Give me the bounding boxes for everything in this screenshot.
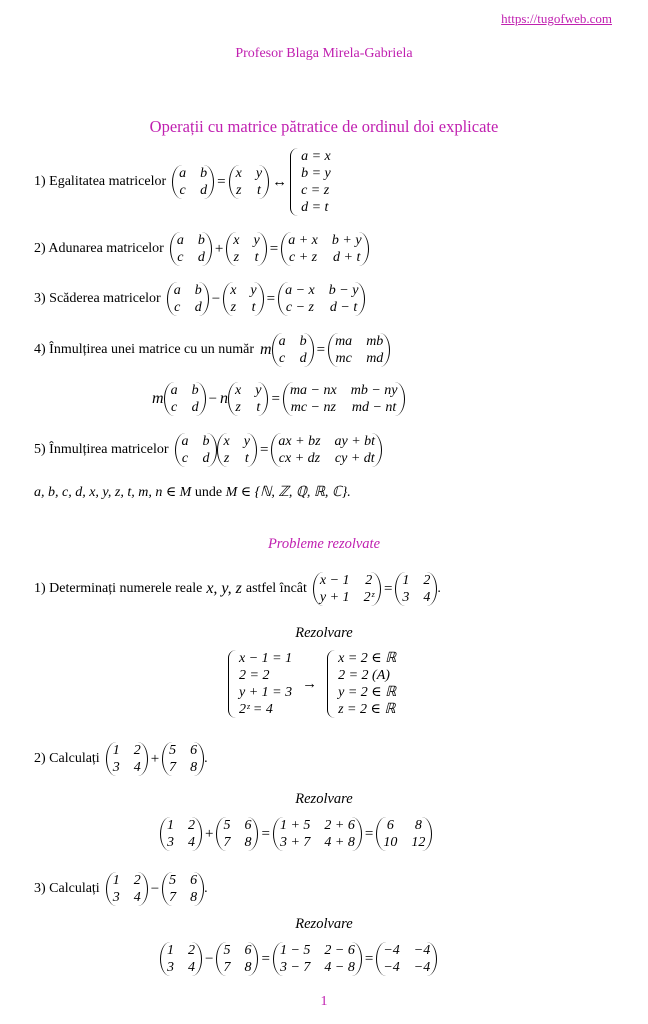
matrix-cell: a − x [285,283,315,298]
matrix-cell: a [173,283,181,298]
matrix-cell: −4 [383,960,400,975]
matrix-p2-a [106,742,148,776]
matrix-abcd [172,165,214,199]
matrix-p2-a [160,817,202,851]
matrix-cell: 4 − 8 [324,960,355,975]
problem-2: 2) Calculați 1 2 3 4 + 5 6 7 8 . [34,743,208,775]
matrix-cell: 8 [244,960,252,975]
section-1-label: 1) Egalitatea matricelor [34,174,167,189]
page-title: Operații cu matrice pătratice de ordinul doi explicate [149,117,499,136]
matrix-cell: b [202,434,210,449]
matrix-abcd [175,433,217,467]
matrix-cell: 6 [386,818,394,833]
matrix-product-result [271,433,382,467]
matrix-cell: t [257,183,261,198]
matrix-cell: z [230,300,237,315]
system-right [327,650,396,718]
matrix-cell: 2 [365,573,373,588]
section-5-product: 5) Înmulțirea matricelor a b c d x y z t = ax + bz ay + bt cx + dz cy + dt [34,433,382,467]
domain-note: a, b, c, d, x, y, z, t, m, n ∈ M unde M ∈ {ℕ, ℤ, ℚ, ℝ, ℂ}. [34,485,351,500]
matrix-cell: ax + bz [278,434,321,449]
problem-2-solution-heading: Rezolvare [295,791,353,807]
system-equation: d = t [301,200,329,215]
matrix-combination-result [283,382,405,416]
matrix-xyzt [229,165,269,199]
matrix-cell: 1 [167,818,174,833]
matrix-cell: z [236,183,242,198]
section-4-label: 4) Înmulțirea unei matrice cu un număr [34,342,255,357]
matrix-cell: cy + dt [334,451,375,466]
matrix-cell: 2 [188,818,195,833]
matrix-cell: 1 [167,943,174,958]
matrix-cell: 2 [133,743,141,758]
matrix-cell: 4 + 8 [324,835,355,850]
matrix-cell: 2 [423,573,431,588]
matrix-cell: 4 [133,760,141,775]
matrix-p2-result [376,817,432,851]
equality-system [290,148,331,216]
matrix-cell: mc [335,351,352,366]
matrix-p3-a [106,872,148,906]
problem-1-solution: x − 1 = 1 2 = 2 y + 1 = 3 2ᶻ = 4 → x = 2 ∈ ℝ 2 = 2 (A) y = 2 ∈ ℝ z = 2 ∈ ℝ [228,650,396,718]
matrix-cell: y [253,233,260,248]
matrix-cell: 3 + 7 [279,835,311,850]
matrix-abcd [164,382,206,416]
matrix-cell: a + x [288,233,318,248]
matrix-cell: 6 [244,818,252,833]
matrix-cell: 1 [112,873,120,888]
matrix-cell: −4 [413,943,431,958]
matrix-cell: 3 [167,835,174,850]
matrix-cell: c [177,250,184,265]
matrix-xyzt [217,433,257,467]
matrix-cell: x [235,383,242,398]
matrix-cell: 4 [188,960,195,975]
matrix-cell: 2 − 6 [324,943,355,958]
matrix-cell: 7 [169,760,177,775]
matrix-cell: 8 [190,760,198,775]
matrix-cell: t [254,250,259,265]
matrix-xyzt [228,382,268,416]
system-equation: b = y [301,166,331,181]
matrix-cell: c [278,351,286,366]
matrix-cell: 2 + 6 [324,818,355,833]
matrix-cell: 4 [133,890,141,905]
matrix-cell: cx + dz [278,451,321,466]
problems-heading: Probleme rezolvate [267,536,381,552]
matrix-cell: 7 [169,890,177,905]
matrix-cell: b [200,166,208,181]
system-equation: 2 = 2 [239,668,270,683]
matrix-cell: 5 [223,943,231,958]
matrix-cell: 3 [112,760,120,775]
matrix-p2-b [162,742,204,776]
matrix-cell: b + y [331,233,362,248]
problem-2-solution: 1 2 3 4 + 5 6 7 8 = 1 + 5 2 + 6 3 + 7 4 + 8 = 6 8 10 12 [160,817,432,851]
matrix-cell: c [181,451,189,466]
matrix-cell: 10 [383,835,398,850]
matrix-xyzt [226,232,266,266]
matrix-cell: ay + bt [334,434,376,449]
matrix-cell: 3 − 7 [279,960,311,975]
problem-3-solution: 1 2 3 4 − 5 6 7 8 = 1 − 5 2 − 6 3 − 7 4 − 8 = −4 −4 −4 −4 [160,942,437,976]
matrix-cell: 2 [188,943,195,958]
section-5-label: 5) Înmulțirea matricelor [34,442,169,457]
section-4-combination: m a b c d − n x y z t = ma − nx mb − ny mc − nz md − nt [152,382,405,416]
matrix-cell: a [170,383,178,398]
matrix-p3-b [162,872,204,906]
matrix-cell: 3 [112,890,120,905]
matrix-cell: c [179,183,186,198]
problem-3-solution-heading: Rezolvare [295,916,353,932]
section-3-subtraction: 3) Scăderea matricelor a b c d − x y z t = a − x b − y c − z d − t [34,282,365,316]
matrix-cell: b [194,283,202,298]
section-1-equality: 1) Egalitatea matricelor a b c d = x y z t ↔ a = x b = y c = z d = t [34,149,331,215]
matrix-cell: z [223,451,230,466]
matrix-abcd [167,282,209,316]
matrix-cell: x [230,283,237,298]
matrix-cell: a [176,233,184,248]
matrix-cell: t [256,400,261,415]
section-2-label: 2) Adunarea matricelor [34,241,164,256]
author-name: Profesor Blaga Mirela-Gabriela [235,46,413,61]
section-4-scalar: 4) Înmulțirea unei matrice cu un număr m a b c d = ma mb mc md [34,333,390,367]
matrix-cell: 4 [423,590,431,605]
problem-3: 3) Calculați 1 2 3 4 − 5 6 7 8 . [34,873,208,905]
matrix-cell: b [197,233,205,248]
matrix-p2-b [216,817,258,851]
matrix-cell: y [255,166,263,181]
matrix-cell: 5 [169,743,177,758]
matrix-cell: 3 [167,960,174,975]
matrix-cell: 8 [190,890,198,905]
matrix-cell: b [299,334,307,349]
matrix-cell: y [255,383,262,398]
matrix-cell: d − t [329,300,358,315]
matrix-cell: x − 1 [319,573,350,588]
matrix-p3-middle [273,942,362,976]
system-equation: a = x [301,149,331,164]
system-equation: 2ᶻ = 4 [239,702,273,717]
matrix-cell: d [197,250,205,265]
matrix-cell: d [200,183,208,198]
matrix-cell: d [194,300,202,315]
matrix-cell: x [235,166,242,181]
matrix-cell: d + t [333,250,361,265]
system-equation: 2 = 2 (A) [338,668,390,683]
matrix-cell: a [179,166,187,181]
matrix-cell: 1 − 5 [279,943,311,958]
matrix-cell: b − y [328,283,359,298]
matrix-scalar-result [328,333,390,367]
matrix-abcd [272,333,314,367]
matrix-abcd [170,232,212,266]
matrix-cell: d [299,351,307,366]
matrix-p3-result [376,942,437,976]
matrix-cell: b [191,383,199,398]
system-equation: z = 2 ∈ ℝ [338,702,396,717]
matrix-cell: z [235,400,241,415]
matrix-cell: −4 [413,960,431,975]
website-link[interactable]: https://tugofweb.com [501,11,612,26]
matrix-p3-b [216,942,258,976]
matrix-cell: 1 [402,573,410,588]
matrix-cell: mb − ny [350,383,398,398]
equivalence-arrow: ↔ [272,173,288,190]
problem-1-solution-heading: Rezolvare [295,625,353,641]
matrix-cell: z [233,250,240,265]
matrix-cell: ma − nx [289,383,337,398]
matrix-cell: 7 [223,835,231,850]
matrix-cell: c + z [288,250,318,265]
matrix-cell: a [181,434,189,449]
matrix-cell: 6 [244,943,252,958]
matrix-cell: c − z [285,300,314,315]
matrix-cell: d [202,451,210,466]
matrix-cell: t [244,451,249,466]
system-equation: y + 1 = 3 [239,685,293,700]
matrix-cell: md [366,351,384,366]
system-equation: y = 2 ∈ ℝ [338,685,397,700]
matrix-p2-middle [273,817,362,851]
matrix-cell: 6 [190,743,198,758]
matrix-cell: 8 [414,818,422,833]
matrix-cell: 3 [402,590,410,605]
matrix-cell: 1 + 5 [279,818,311,833]
matrix-cell: 2ᶻ [363,590,374,605]
problem-1: 1) Determinați numerele reale x, y, z astfel încât x − 1 2 y + 1 2ᶻ = 1 2 3 4 . [34,573,441,605]
matrix-cell: d [191,400,199,415]
system-equation: x − 1 = 1 [239,651,293,666]
matrix-cell: x [233,233,240,248]
system-equation: c = z [301,183,330,198]
matrix-cell: c [170,400,178,415]
matrix-cell: a [278,334,286,349]
matrix-cell: 12 [411,835,426,850]
system-left [228,650,292,718]
matrix-cell: mc − nz [290,400,336,415]
matrix-cell: 2 [133,873,141,888]
matrix-p1-right [395,572,437,606]
matrix-cell: mb [366,334,384,349]
matrix-cell: 6 [190,873,198,888]
system-equation: x = 2 ∈ ℝ [338,651,397,666]
page-number: 1 [320,994,328,1009]
matrix-cell: 5 [223,818,231,833]
matrix-p3-a [160,942,202,976]
matrix-cell: 8 [244,835,252,850]
matrix-cell: 1 [112,743,120,758]
matrix-cell: y [243,434,250,449]
matrix-cell: ma [335,334,353,349]
section-2-addition: 2) Adunarea matricelor a b c d + x y z t = a + x b + y c + z d + t [34,232,369,266]
matrix-cell: y [250,283,257,298]
matrix-cell: 5 [169,873,177,888]
section-3-label: 3) Scăderea matricelor [34,291,161,306]
matrix-cell: 4 [188,835,195,850]
matrix-p1-left [313,572,381,606]
matrix-diff-result [278,282,365,316]
matrix-cell: x [223,434,230,449]
matrix-cell: 7 [223,960,231,975]
matrix-cell: −4 [383,943,400,958]
matrix-cell: t [251,300,256,315]
matrix-cell: y + 1 [319,590,350,605]
matrix-cell: c [174,300,181,315]
matrix-sum-result [281,232,368,266]
matrix-cell: md − nt [351,400,397,415]
matrix-xyzt [223,282,263,316]
